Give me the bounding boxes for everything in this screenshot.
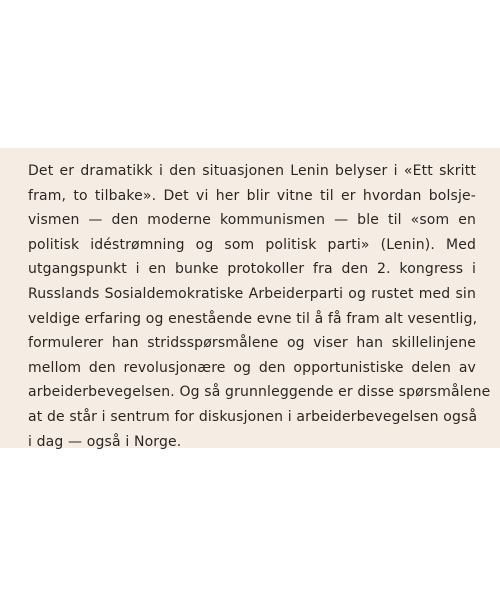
paragraph-line: Det er dramatikk i den situasjonen Lenin belyser i «Ett skritt (28, 163, 476, 179)
body-paragraph (28, 159, 491, 454)
paragraph-line: i dag — også i Norge. (28, 433, 182, 450)
paragraph-line: arbeiderbevegelsen. Og så grunnleggende er disse spørsmålene (28, 384, 491, 401)
paragraph-line: politisk idéstrømning og som politisk parti» (Lenin). Med (28, 236, 476, 253)
paragraph-line: at de står i sentrum for diskusjonen i arbeiderbevegelsen også (28, 408, 478, 425)
paragraph-line: veldige erfaring og enestående evne til å få fram alt vesentlig, (28, 310, 478, 327)
paragraph-line: utgangspunkt i en bunke protokoller fra den 2. kongress i (28, 261, 476, 278)
paragraph-line: fram, to tilbake». Det vi her blir vitne til er hvordan bolsje- (28, 187, 476, 204)
paragraph-line: formulerer han stridsspørsmålene og viser han skillelinjene (28, 335, 476, 352)
paragraph-line: mellom den revolusjonære og den opportunistiske delen av (28, 359, 476, 376)
paragraph-line: Russlands Sosialdemokratiske Arbeiderparti og rustet med sin (28, 285, 476, 302)
paragraph-line: vismen — den moderne kommunismen — ble til «som en (28, 212, 476, 229)
